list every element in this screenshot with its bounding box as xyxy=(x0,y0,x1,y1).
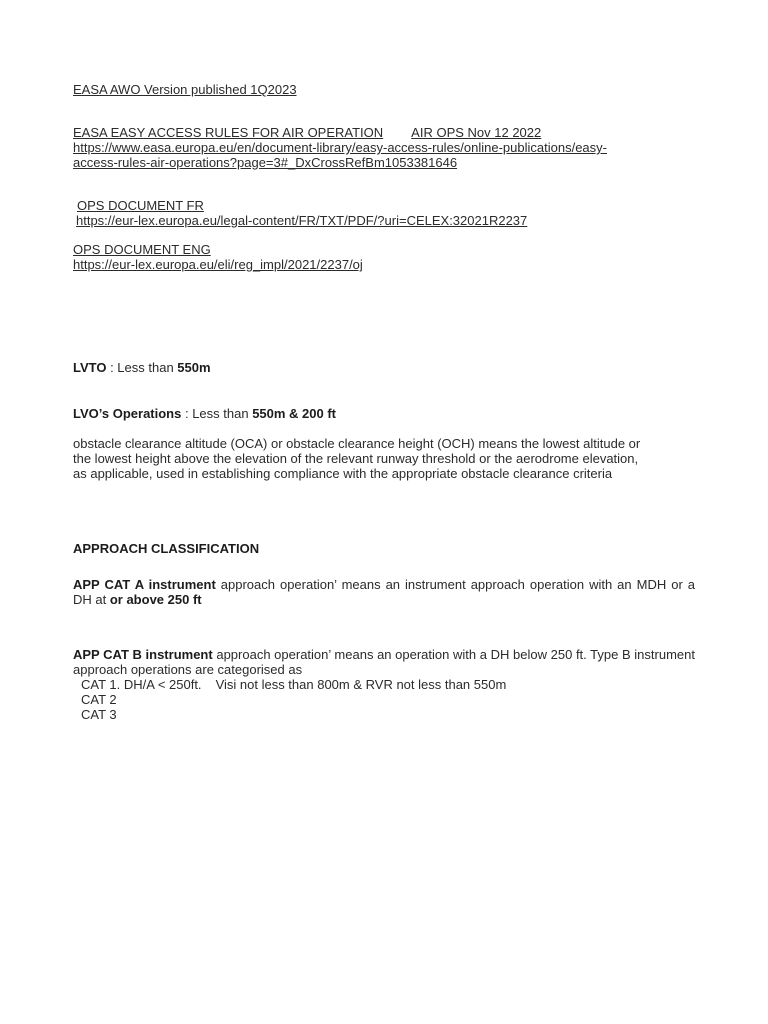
easy-access-date: AIR OPS Nov 12 2022 xyxy=(411,125,542,140)
cat-a-threshold: or above 250 ft xyxy=(109,592,202,607)
cat-item-detail: Visi not less than 800m & RVR not less than 550m xyxy=(215,677,507,692)
cat-item-label: CAT 1. DH/A < 250ft. xyxy=(81,677,202,692)
awo-version-block xyxy=(73,82,695,97)
oca-line2: the lowest height above the elevation of the relevant runway threshold or the aerodrome elevation, xyxy=(73,451,639,466)
easy-access-title: EASA EASY ACCESS RULES FOR AIR OPERATION xyxy=(73,125,384,140)
easy-access-link-line2[interactable]: access-rules-air-operations?page=3#_DxCrossRefBm1053381646 xyxy=(73,155,458,170)
lvo-value: 550m & 200 ft xyxy=(252,406,337,421)
easy-access-link-line1[interactable]: https://www.easa.europa.eu/en/document-library/easy-access-rules/online-publications/easy- xyxy=(73,140,607,155)
cat-item xyxy=(81,677,703,692)
lvto-term: LVTO xyxy=(73,360,107,375)
ops-fr-block xyxy=(73,198,695,228)
oca-definition xyxy=(73,436,695,481)
ops-fr-link[interactable]: https://eur-lex.europa.eu/legal-content/FR/TXT/PDF/?uri=CELEX:32021R2237 xyxy=(76,213,528,228)
approach-heading: APPROACH CLASSIFICATION xyxy=(73,541,260,556)
ops-eng-link[interactable]: https://eur-lex.europa.eu/eli/reg_impl/2021/2237/oj xyxy=(73,257,363,272)
lvto-sep: : Less than xyxy=(106,360,178,375)
cat-a-paragraph xyxy=(73,577,695,607)
oca-line1: obstacle clearance altitude (OCA) or obstacle clearance height (OCH) means the lowest altitude or xyxy=(73,436,641,451)
lvo-term: LVO’s Operations xyxy=(73,406,182,421)
awo-version-heading: EASA AWO Version published 1Q2023 xyxy=(73,82,297,97)
ops-eng-block xyxy=(73,242,695,272)
lvo-line xyxy=(73,406,695,421)
lvto-value: 550m xyxy=(177,360,211,375)
oca-line3: as applicable, used in establishing compliance with the appropriate obstacle clearance criteria xyxy=(73,466,613,481)
cat-b-text: approach operation’ means an operation with a DH below 250 ft. Type B instrument approach operations are categorised as xyxy=(73,647,695,677)
cat-item-label: CAT 3 xyxy=(81,707,117,722)
cat-b-paragraph xyxy=(73,647,695,677)
cat-a-term: APP CAT A instrument xyxy=(73,577,216,592)
lvo-sep: : Less than xyxy=(181,406,253,421)
cat-a-text: approach operation’ means an instrument approach operation with an MDH or a DH at xyxy=(73,577,695,607)
ops-fr-title: OPS DOCUMENT FR xyxy=(77,198,204,213)
approach-heading-block xyxy=(73,541,695,556)
ops-eng-title: OPS DOCUMENT ENG xyxy=(73,242,211,257)
cat-item xyxy=(81,707,703,722)
easy-access-block xyxy=(73,125,695,170)
cat-item xyxy=(81,692,703,707)
lvto-line xyxy=(73,360,695,375)
cat-list xyxy=(73,677,703,722)
cat-item-label: CAT 2 xyxy=(81,692,117,707)
cat-b-term: APP CAT B instrument xyxy=(73,647,213,662)
